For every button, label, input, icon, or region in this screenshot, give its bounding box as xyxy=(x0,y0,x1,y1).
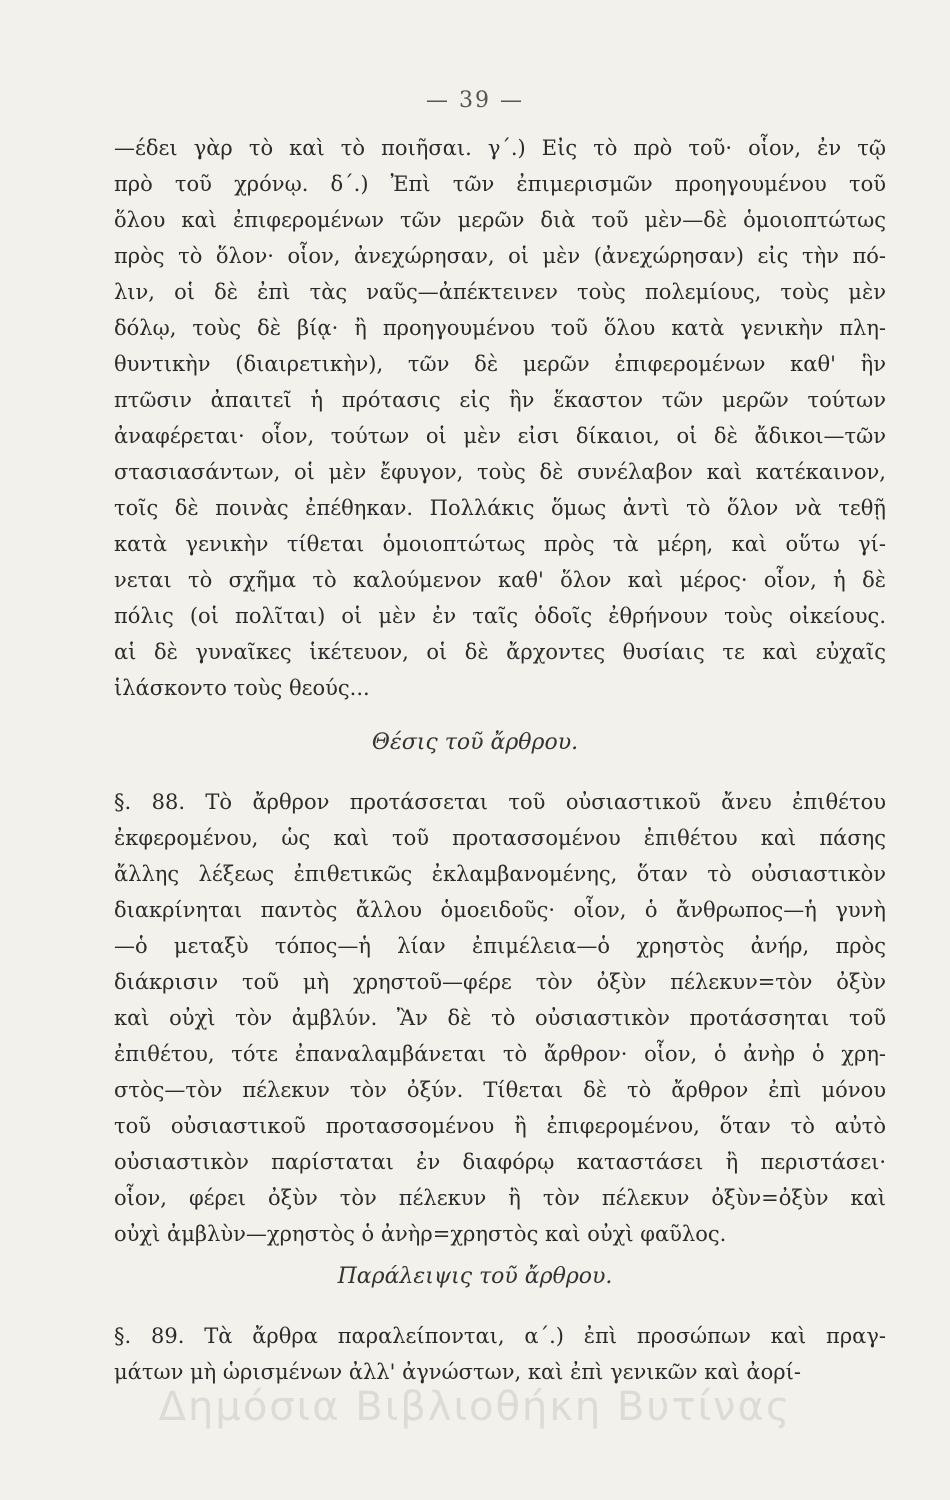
text-line: πόλις (οἱ πολῖται) οἱ μὲν ἐν ταῖς ὁδοῖς ἐθρήνουν τοὺς οἰκείους. xyxy=(114,604,886,628)
paragraph-section-89 xyxy=(114,1318,886,1390)
page-number: — 39 — xyxy=(426,88,524,113)
section-heading-article-position: Θέσις τοῦ ἄρθρου. xyxy=(371,730,579,755)
section-heading-article-omission: Παράλειψις τοῦ ἄρθρου. xyxy=(337,1264,613,1289)
text-line: §. 88. Τὸ ἄρθρον προτάσσεται τοῦ οὐσιαστικοῦ ἄνευ ἐπιθέτου xyxy=(114,790,886,814)
text-line: ἄλλης λέξεως ἐπιθετικῶς ἐκλαμβανομένης, ὅταν τὸ οὐσιαστικὸν xyxy=(114,862,886,886)
text-line: τοῦ οὐσιαστικοῦ προτασσομένου ἢ ἐπιφερομένου, ὅταν τὸ αὐτὸ xyxy=(114,1114,886,1138)
text-line: στὸς—τὸν πέλεκυν τὸν ὀξύν. Τίθεται δὲ τὸ ἄρθρον ἐπὶ μόνου xyxy=(114,1078,886,1102)
text-line: πρὸ τοῦ χρόνῳ. δ΄.) Ἐπὶ τῶν ἐπιμερισμῶν προηγουμένου τοῦ xyxy=(114,172,886,196)
library-watermark: Δημόσια Βιβλιοθήκη Βυτίνας xyxy=(158,1384,792,1430)
text-line: ὅλου καὶ ἐπιφερομένων τῶν μερῶν διὰ τοῦ μὲν—δὲ ὁμοιοπτώτως xyxy=(114,208,886,232)
text-line: καὶ οὐχὶ τὸν ἀμβλύν. Ἂν δὲ τὸ οὐσιαστικὸν προτάσσηται τοῦ xyxy=(114,1006,886,1030)
text-line: ἐκφερομένου, ὡς καὶ τοῦ προτασσομένου ἐπιθέτου καὶ πάσης xyxy=(114,826,886,850)
text-line: νεται τὸ σχῆμα τὸ καλούμενον καθ' ὅλον καὶ μέρος· οἷον, ἡ δὲ xyxy=(114,568,886,592)
text-line: ἱλάσκοντο τοὺς θεούς... xyxy=(114,676,370,700)
text-line: διακρίνηται παντὸς ἄλλου ὁμοειδοῦς· οἷον, ὁ ἄνθρωπος—ἡ γυνὴ xyxy=(114,898,886,922)
text-line: μάτων μὴ ὡρισμένων ἀλλ' ἀγνώστων, καὶ ἐπὶ γενικῶν καὶ ἀορί- xyxy=(114,1360,801,1384)
text-line: —έδει γὰρ τὸ καὶ τὸ ποιῆσαι. γ΄.) Εἰς τὸ πρὸ τοῦ· οἷον, ἐν τῷ xyxy=(114,136,886,160)
text-line: αἱ δὲ γυναῖκες ἱκέτευον, οἱ δὲ ἄρχοντες θυσίαις τε καὶ εὐχαῖς xyxy=(114,640,886,664)
text-line: δόλῳ, τοὺς δὲ βίᾳ· ἢ προηγουμένου τοῦ ὅλου κατὰ γενικὴν πλη- xyxy=(114,316,886,340)
text-line: —ὁ μεταξὺ τόπος—ἡ λίαν ἐπιμέλεια—ὁ χρηστὸς ἀνήρ, πρὸς xyxy=(114,934,886,958)
text-line: τοῖς δὲ ποινὰς ἐπέθηκαν. Πολλάκις ὅμως ἀντὶ τὸ ὅλον νὰ τεθῇ xyxy=(114,496,886,520)
text-line: θυντικὴν (διαιρετικὴν), τῶν δὲ μερῶν ἐπιφερομένων καθ' ἣν xyxy=(114,352,886,376)
text-line: κατὰ γενικὴν τίθεται ὁμοιοπτώτως πρὸς τὰ μέρη, καὶ οὕτω γί- xyxy=(114,532,886,556)
text-line: οἷον, φέρει ὀξὺν τὸν πέλεκυν ἢ τὸν πέλεκυν ὀξὺν=ὀξὺν καὶ xyxy=(114,1186,886,1210)
text-line: οὐσιαστικὸν παρίσταται ἐν διαφόρῳ καταστάσει ἢ περιστάσει· xyxy=(114,1150,886,1174)
text-line: ἀναφέρεται· οἷον, τούτων οἱ μὲν εἰσι δίκαιοι, οἱ δὲ ἄδικοι—τῶν xyxy=(114,424,886,448)
paragraph-section-88 xyxy=(114,784,886,1252)
text-line: πτῶσιν ἀπαιτεῖ ἡ πρότασις εἰς ἣν ἕκαστον τῶν μερῶν τούτων xyxy=(114,388,886,412)
text-line: οὐχὶ ἀμβλὺν—χρηστὸς ὁ ἀνὴρ=χρηστὸς καὶ οὐχὶ φαῦλος. xyxy=(114,1222,727,1246)
text-line: διάκρισιν τοῦ μὴ χρηστοῦ—φέρε τὸν ὀξὺν πέλεκυν=τὸν ὀξὺν xyxy=(114,970,886,994)
text-line: πρὸς τὸ ὅλον· οἷον, ἀνεχώρησαν, οἱ μὲν (ἀνεχώρησαν) εἰς τὴν πό- xyxy=(114,244,886,268)
paragraph-block-continuation xyxy=(114,130,886,706)
text-line: λιν, οἱ δὲ ἐπὶ τὰς ναῦς—ἀπέκτεινεν τοὺς πολεμίους, τοὺς μὲν xyxy=(114,280,886,304)
text-line: §. 89. Τὰ ἄρθρα παραλείπονται, α΄.) ἐπὶ προσώπων καὶ πραγ- xyxy=(114,1324,886,1348)
text-line: στασιασάντων, οἱ μὲν ἔφυγον, τοὺς δὲ συνέλαβον καὶ κατέκαινον, xyxy=(114,460,886,484)
text-line: ἐπιθέτου, τότε ἐπαναλαμβάνεται τὸ ἄρθρον· οἷον, ὁ ἀνὴρ ὁ χρη- xyxy=(114,1042,886,1066)
